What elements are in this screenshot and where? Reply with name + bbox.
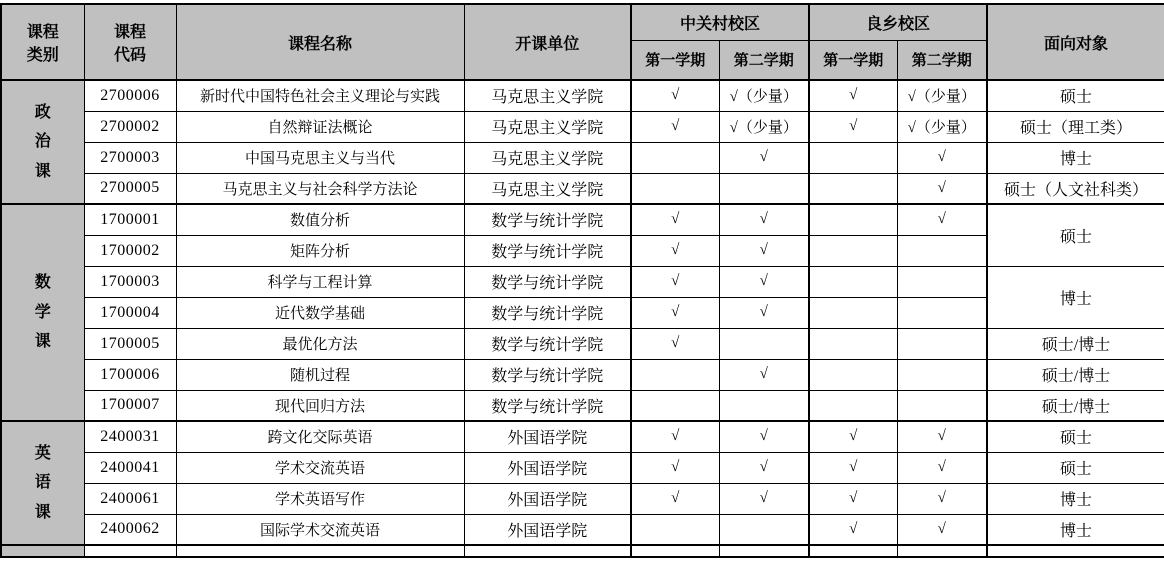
table-row: [1, 173, 1164, 204]
cell-lx-sem1: √: [809, 452, 897, 483]
cell-course-name: 科学与工程计算: [176, 266, 464, 297]
cell-target: 博士: [987, 483, 1164, 514]
cell-unit: 数学与统计学院: [464, 390, 631, 421]
header-row-1: [1, 4, 1164, 40]
cell-lx-sem1: [809, 545, 897, 557]
cell-course-name: 学术英语写作: [176, 483, 464, 514]
cell-unit: 外国语学院: [464, 514, 631, 545]
header-unit: 开课单位: [464, 4, 631, 80]
category-cell-partial: [1, 545, 84, 557]
cell-unit: 数学与统计学院: [464, 235, 631, 266]
cell-unit: 数学与统计学院: [464, 266, 631, 297]
cell-course-code: 1700003: [84, 266, 176, 297]
cell-zgc-sem2: [719, 514, 809, 545]
cell-target: 硕士: [987, 421, 1164, 452]
cell-unit: 数学与统计学院: [464, 297, 631, 328]
cell-zgc-sem1: [631, 545, 719, 557]
cell-lx-sem2: [897, 297, 987, 328]
cell-zgc-sem2: √: [719, 421, 809, 452]
cell-course-code: 2400031: [84, 421, 176, 452]
cell-zgc-sem1: √: [631, 235, 719, 266]
table-row: [1, 80, 1164, 111]
table-row: [1, 266, 1164, 297]
cell-zgc-sem1: √: [631, 297, 719, 328]
table-row: [1, 514, 1164, 545]
cell-unit: 数学与统计学院: [464, 204, 631, 235]
cell-lx-sem1: [809, 142, 897, 173]
cell-course-name: 新时代中国特色社会主义理论与实践: [176, 80, 464, 111]
cell-zgc-sem2: √: [719, 297, 809, 328]
cell-unit: 数学与统计学院: [464, 359, 631, 390]
cell-target: 硕士（理工类）: [987, 111, 1164, 142]
cell-target: [987, 545, 1164, 557]
cell-zgc-sem1: √: [631, 328, 719, 359]
cell-lx-sem1: √: [809, 80, 897, 111]
cell-target: 硕士: [987, 80, 1164, 111]
cell-lx-sem1: [809, 266, 897, 297]
cell-zgc-sem1: √: [631, 483, 719, 514]
cell-course-name: 现代回归方法: [176, 390, 464, 421]
cell-zgc-sem1: [631, 173, 719, 204]
cell-unit: 数学与统计学院: [464, 328, 631, 359]
cell-course-code: 1700006: [84, 359, 176, 390]
cell-zgc-sem2: √: [719, 359, 809, 390]
header-target: 面向对象: [987, 4, 1164, 80]
cell-zgc-sem2: √: [719, 483, 809, 514]
cell-lx-sem2: √: [897, 483, 987, 514]
table-row: [1, 111, 1164, 142]
cell-zgc-sem2: √: [719, 452, 809, 483]
cell-course-name: 最优化方法: [176, 328, 464, 359]
cell-unit: 外国语学院: [464, 421, 631, 452]
cell-lx-sem1: √: [809, 483, 897, 514]
cell-course-name: 自然辩证法概论: [176, 111, 464, 142]
cell-lx-sem2: √: [897, 421, 987, 452]
header-category-line2: 类别: [26, 47, 59, 64]
header-course-name: 课程名称: [176, 4, 464, 80]
table-row: [1, 204, 1164, 235]
cell-lx-sem2: [897, 266, 987, 297]
cell-course-name: 数值分析: [176, 204, 464, 235]
cell-lx-sem2: [897, 235, 987, 266]
cell-lx-sem1: [809, 235, 897, 266]
header-category-line1: 课程: [26, 24, 59, 41]
cell-lx-sem1: √: [809, 111, 897, 142]
category-label: 英语课: [34, 444, 51, 521]
cell-zgc-sem1: √: [631, 452, 719, 483]
course-table: [0, 3, 1164, 558]
cell-course-code: 2400062: [84, 514, 176, 545]
cell-unit: 外国语学院: [464, 483, 631, 514]
table-row: [1, 328, 1164, 359]
cell-target: 硕士: [987, 452, 1164, 483]
cell-course-code: 1700001: [84, 204, 176, 235]
table-row: [1, 359, 1164, 390]
cell-course-name: 近代数学基础: [176, 297, 464, 328]
cell-lx-sem2: √: [897, 142, 987, 173]
table-row: [1, 421, 1164, 452]
table-row: [1, 142, 1164, 173]
cell-lx-sem1: [809, 297, 897, 328]
cell-lx-sem2: [897, 390, 987, 421]
cell-course-code: 2700006: [84, 80, 176, 111]
cell-course-name: 中国马克思主义与当代: [176, 142, 464, 173]
category-label: 数学课: [34, 274, 51, 351]
category-cell-english: [1, 421, 84, 545]
cell-course-code: 2700005: [84, 173, 176, 204]
category-label: 政治课: [34, 103, 51, 180]
cell-course-code: 2400061: [84, 483, 176, 514]
cell-target: 硕士/博士: [987, 359, 1164, 390]
cell-unit: 马克思主义学院: [464, 173, 631, 204]
header-lx-sem1: 第一学期: [809, 40, 897, 80]
cell-zgc-sem2: √: [719, 235, 809, 266]
cell-course-code: 1700005: [84, 328, 176, 359]
cell-lx-sem2: [897, 359, 987, 390]
table-row: [1, 390, 1164, 421]
header-code-line2: 代码: [113, 47, 146, 64]
cell-target: 硕士/博士: [987, 390, 1164, 421]
cell-zgc-sem2: [719, 545, 809, 557]
cell-zgc-sem1: [631, 359, 719, 390]
cell-course-name: 跨文化交际英语: [176, 421, 464, 452]
cell-zgc-sem1: [631, 514, 719, 545]
cell-unit: 马克思主义学院: [464, 142, 631, 173]
cell-zgc-sem1: √: [631, 204, 719, 235]
cell-lx-sem1: √: [809, 514, 897, 545]
cell-lx-sem2: √: [897, 204, 987, 235]
cell-course-name: 矩阵分析: [176, 235, 464, 266]
cell-course-code: [84, 545, 176, 557]
header-zgc-sem2: 第二学期: [719, 40, 809, 80]
cell-course-code: 2700003: [84, 142, 176, 173]
cell-unit: 外国语学院: [464, 452, 631, 483]
table-row: [1, 483, 1164, 514]
cell-course-code: 2700002: [84, 111, 176, 142]
cell-course-name: 马克思主义与社会科学方法论: [176, 173, 464, 204]
cell-lx-sem2: √（少量）: [897, 111, 987, 142]
cell-lx-sem2: [897, 545, 987, 557]
cell-lx-sem1: [809, 390, 897, 421]
header-lx-sem2: 第二学期: [897, 40, 987, 80]
cell-lx-sem1: [809, 204, 897, 235]
table-row: [1, 452, 1164, 483]
cell-course-name: 学术交流英语: [176, 452, 464, 483]
cell-target: 硕士（人文社科类）: [987, 173, 1164, 204]
cell-lx-sem1: [809, 359, 897, 390]
cell-lx-sem1: [809, 173, 897, 204]
header-zgc-sem1: 第一学期: [631, 40, 719, 80]
cell-unit: 马克思主义学院: [464, 111, 631, 142]
cell-zgc-sem1: √: [631, 421, 719, 452]
cell-lx-sem1: √: [809, 421, 897, 452]
header-code: [84, 4, 176, 80]
cell-zgc-sem1: √: [631, 266, 719, 297]
cell-zgc-sem2: √（少量）: [719, 80, 809, 111]
cell-lx-sem2: √（少量）: [897, 80, 987, 111]
cell-zgc-sem1: [631, 142, 719, 173]
cell-zgc-sem2: √: [719, 266, 809, 297]
table-row-partial: [1, 545, 1164, 557]
header-code-line1: 课程: [113, 24, 146, 41]
cell-course-code: 2400041: [84, 452, 176, 483]
category-cell-politics: [1, 80, 84, 204]
cell-zgc-sem2: [719, 173, 809, 204]
cell-zgc-sem2: √: [719, 142, 809, 173]
header-campus-liangxiang: 良乡校区: [809, 4, 987, 40]
cell-unit: [464, 545, 631, 557]
cell-zgc-sem2: [719, 390, 809, 421]
cell-target-merged: 硕士: [987, 204, 1164, 266]
header-category: [1, 4, 84, 80]
cell-lx-sem1: [809, 328, 897, 359]
cell-course-name: [176, 545, 464, 557]
cell-zgc-sem1: [631, 390, 719, 421]
cell-zgc-sem1: √: [631, 80, 719, 111]
category-cell-math: [1, 204, 84, 421]
cell-course-name: 国际学术交流英语: [176, 514, 464, 545]
cell-course-code: 1700002: [84, 235, 176, 266]
cell-zgc-sem1: √: [631, 111, 719, 142]
cell-lx-sem2: √: [897, 514, 987, 545]
cell-zgc-sem2: √（少量）: [719, 111, 809, 142]
cell-zgc-sem2: [719, 328, 809, 359]
cell-lx-sem2: √: [897, 452, 987, 483]
cell-lx-sem2: [897, 328, 987, 359]
cell-zgc-sem2: √: [719, 204, 809, 235]
header-campus-zhongguancun: 中关村校区: [631, 4, 809, 40]
cell-target: 博士: [987, 142, 1164, 173]
cell-course-code: 1700004: [84, 297, 176, 328]
cell-target: 博士: [987, 514, 1164, 545]
cell-target: 硕士/博士: [987, 328, 1164, 359]
cell-course-code: 1700007: [84, 390, 176, 421]
cell-unit: 马克思主义学院: [464, 80, 631, 111]
cell-lx-sem2: √: [897, 173, 987, 204]
cell-course-name: 随机过程: [176, 359, 464, 390]
cell-target-merged: 博士: [987, 266, 1164, 328]
